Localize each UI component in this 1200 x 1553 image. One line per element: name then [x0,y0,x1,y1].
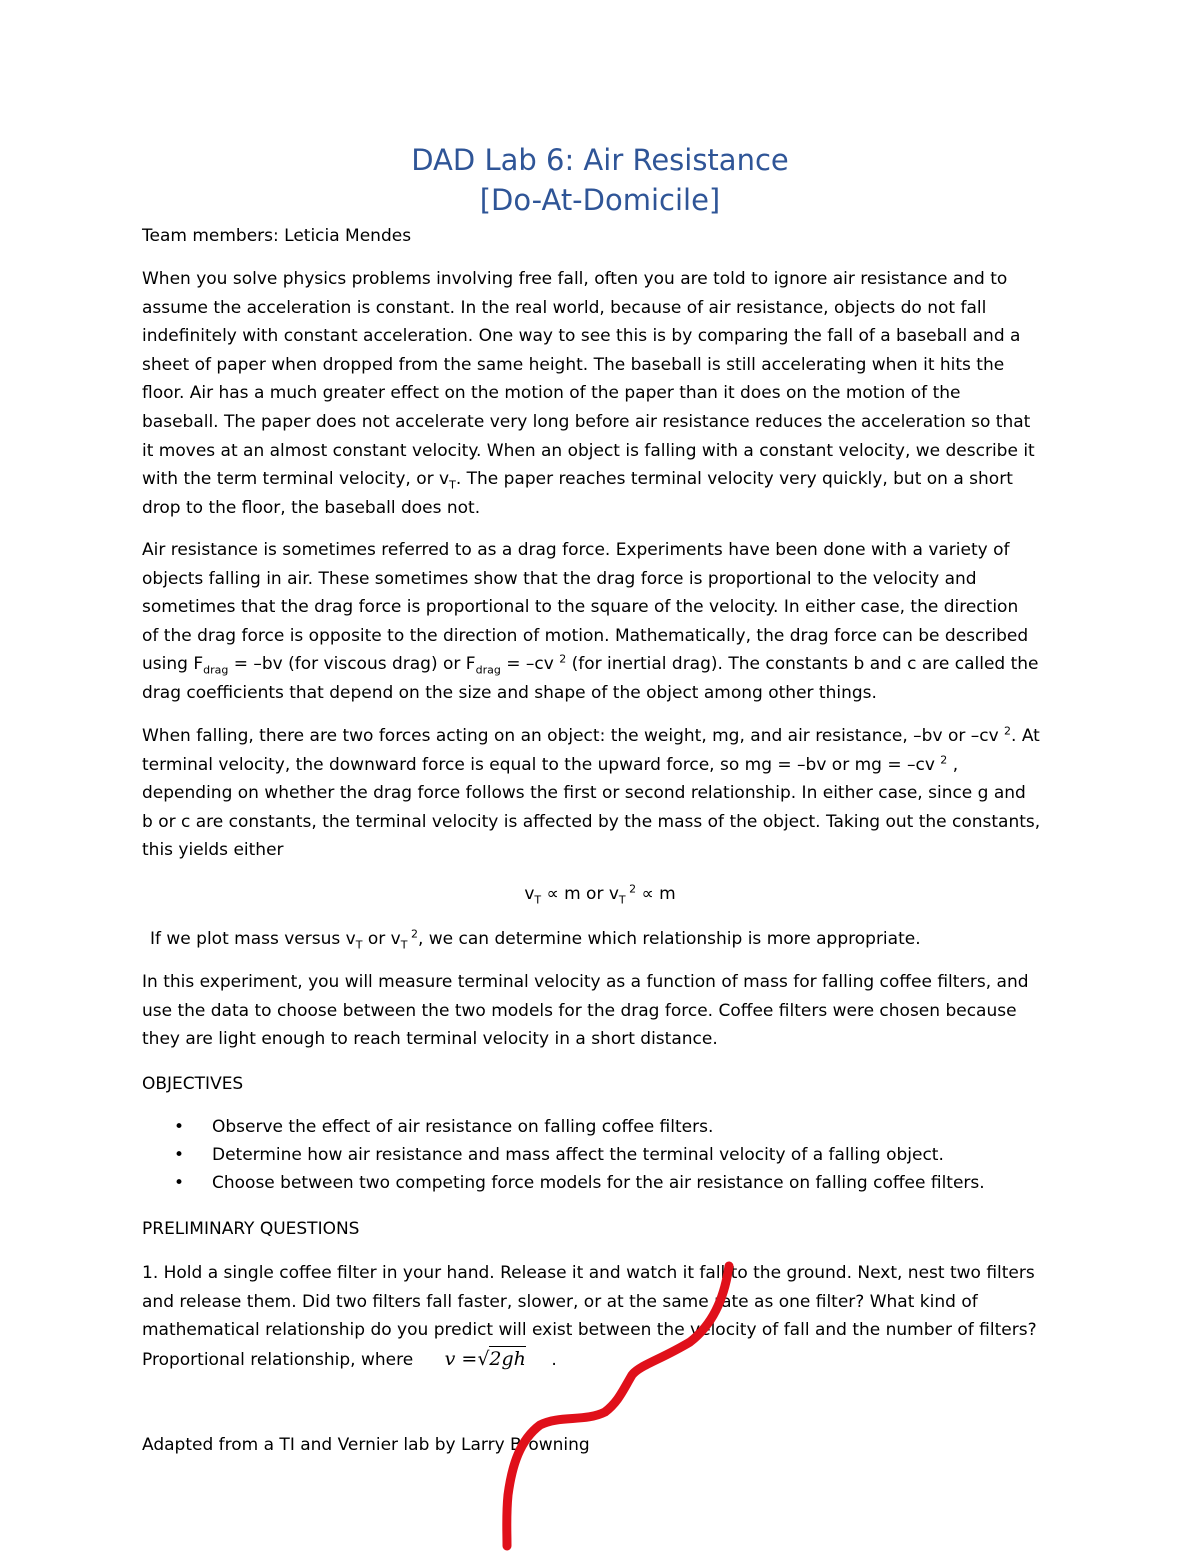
text-line: When falling, there are two forces acting on an object: the weight, mg, and air resistance, –bv or –cv $^2$. At [142,724,1040,746]
text-line: mathematical relationship do you predict will exist between the velocity of fall and the number of filters? [142,1320,1037,1341]
text-line: baseball. The paper does not accelerate very long before air resistance reduces the acceleration so that [142,411,1031,432]
bullet-icon: • [174,1117,185,1137]
text-line: indefinitely with constant acceleration. One way to see this is by comparing the fall of a baseball and a [142,326,1021,347]
text-line: assume the acceleration is constant. In the real world, because of air resistance, objects do not fall [142,297,987,318]
page-subtitle: [Do-At-Domicile] [479,183,721,217]
text-line: this yields either [142,840,284,861]
plot-statement: If we plot mass versus $v_T$ or $v_T$ $^2$, we can determine which relationship is more appropriate. [150,927,921,952]
text-line: floor. Air has a much greater effect on the motion of the paper than it does on the motion of the [142,383,961,404]
objectives-heading: OBJECTIVES [142,1074,244,1094]
text-line: When you solve physics problems involving free fall, often you are told to ignore air resistance and to [142,269,1008,289]
text-line: of the drag force is opposite to the direction of motion. Mathematically, the drag force can be described [142,625,1029,646]
text-line: depending on whether the drag force follows the first or second relationship. In either case, since g and [142,783,1026,804]
text-line: sometimes that the drag force is proportional to the square of the velocity. In either case, the direction [142,597,1019,618]
bullet-icon: • [174,1145,185,1165]
list-item: • Determine how air resistance and mass affect the terminal velocity of a falling object. [174,1141,985,1169]
text-line: use the data to choose between the two models for the drag force. Coffee filters were chosen because [142,1000,1017,1021]
list-item: • Choose between two competing force models for the air resistance on falling coffee filters. [174,1169,985,1197]
text-line: they are light enough to reach terminal velocity in a short distance. [142,1029,718,1050]
forces-paragraph [142,722,1072,865]
drag-paragraph [142,536,1072,708]
text-line: with the term terminal velocity, or $v_T$. The paper reaches terminal velocity very quickly, but on a short [142,469,1013,492]
text-line: In this experiment, you will measure terminal velocity as a function of mass for falling coffee filters, and [142,972,1029,992]
proportion-equation: $v_T \propto m$ or $v_T$ $^2$ ∝ m [524,882,676,907]
preliminary-heading: PRELIMINARY QUESTIONS [142,1219,360,1239]
objectives-list [174,1113,985,1197]
list-item: • Observe the effect of air resistance on falling coffee filters. [174,1113,985,1141]
answer-label: Proportional relationship, where [142,1349,414,1370]
text-line: and release them. Did two filters fall faster, slower, or at the same rate as one filter? What kind of [142,1291,978,1312]
question-1 [142,1259,1072,1373]
text-line: Air resistance is sometimes referred to as a drag force. Experiments have been done with a variety of [142,540,1010,560]
text-line: it moves at an almost constant velocity. When an object is falling with a constant velocity, we describe it [142,440,1035,461]
team-members: Team members: Leticia Mendes [142,226,412,246]
text-line: 1. Hold a single coffee filter in your hand. Release it and watch it fall to the ground. Next, nest two filters [142,1263,1035,1283]
text-line: drag coefficients that depend on the size and shape of the object among other things. [142,682,877,703]
page-title: DAD Lab 6: Air Resistance [411,143,789,177]
text-line: sheet of paper when dropped from the same height. The baseball is still accelerating when it hits the [142,354,1005,375]
text-line: using $F_{drag} = -bv$ (for viscous drag) or $F_{drag} = -cv$ $^2$ (for inertial drag). The constants b and c are called the [142,652,1039,677]
experiment-paragraph [142,968,1072,1054]
answer-formula: v =√2gh [444,1347,526,1370]
text-line: objects falling in air. These sometimes show that the drag force is proportional to the velocity and [142,568,977,589]
text-line: b or c are constants, the terminal velocity is affected by the mass of the object. Taking out the constants, [142,811,1041,832]
attribution-footer: Adapted from a TI and Vernier lab by Larry Browning [142,1435,590,1455]
text-line: terminal velocity, the downward force is equal to the upward force, so mg = –bv or mg = –cv $^2$ , [142,752,959,775]
text-line: Proportional relationship, where v =√2gh . [142,1347,557,1370]
text-line: drop to the floor, the baseball does not. [142,497,481,518]
intro-paragraph [142,265,1072,522]
bullet-icon: • [174,1173,185,1193]
